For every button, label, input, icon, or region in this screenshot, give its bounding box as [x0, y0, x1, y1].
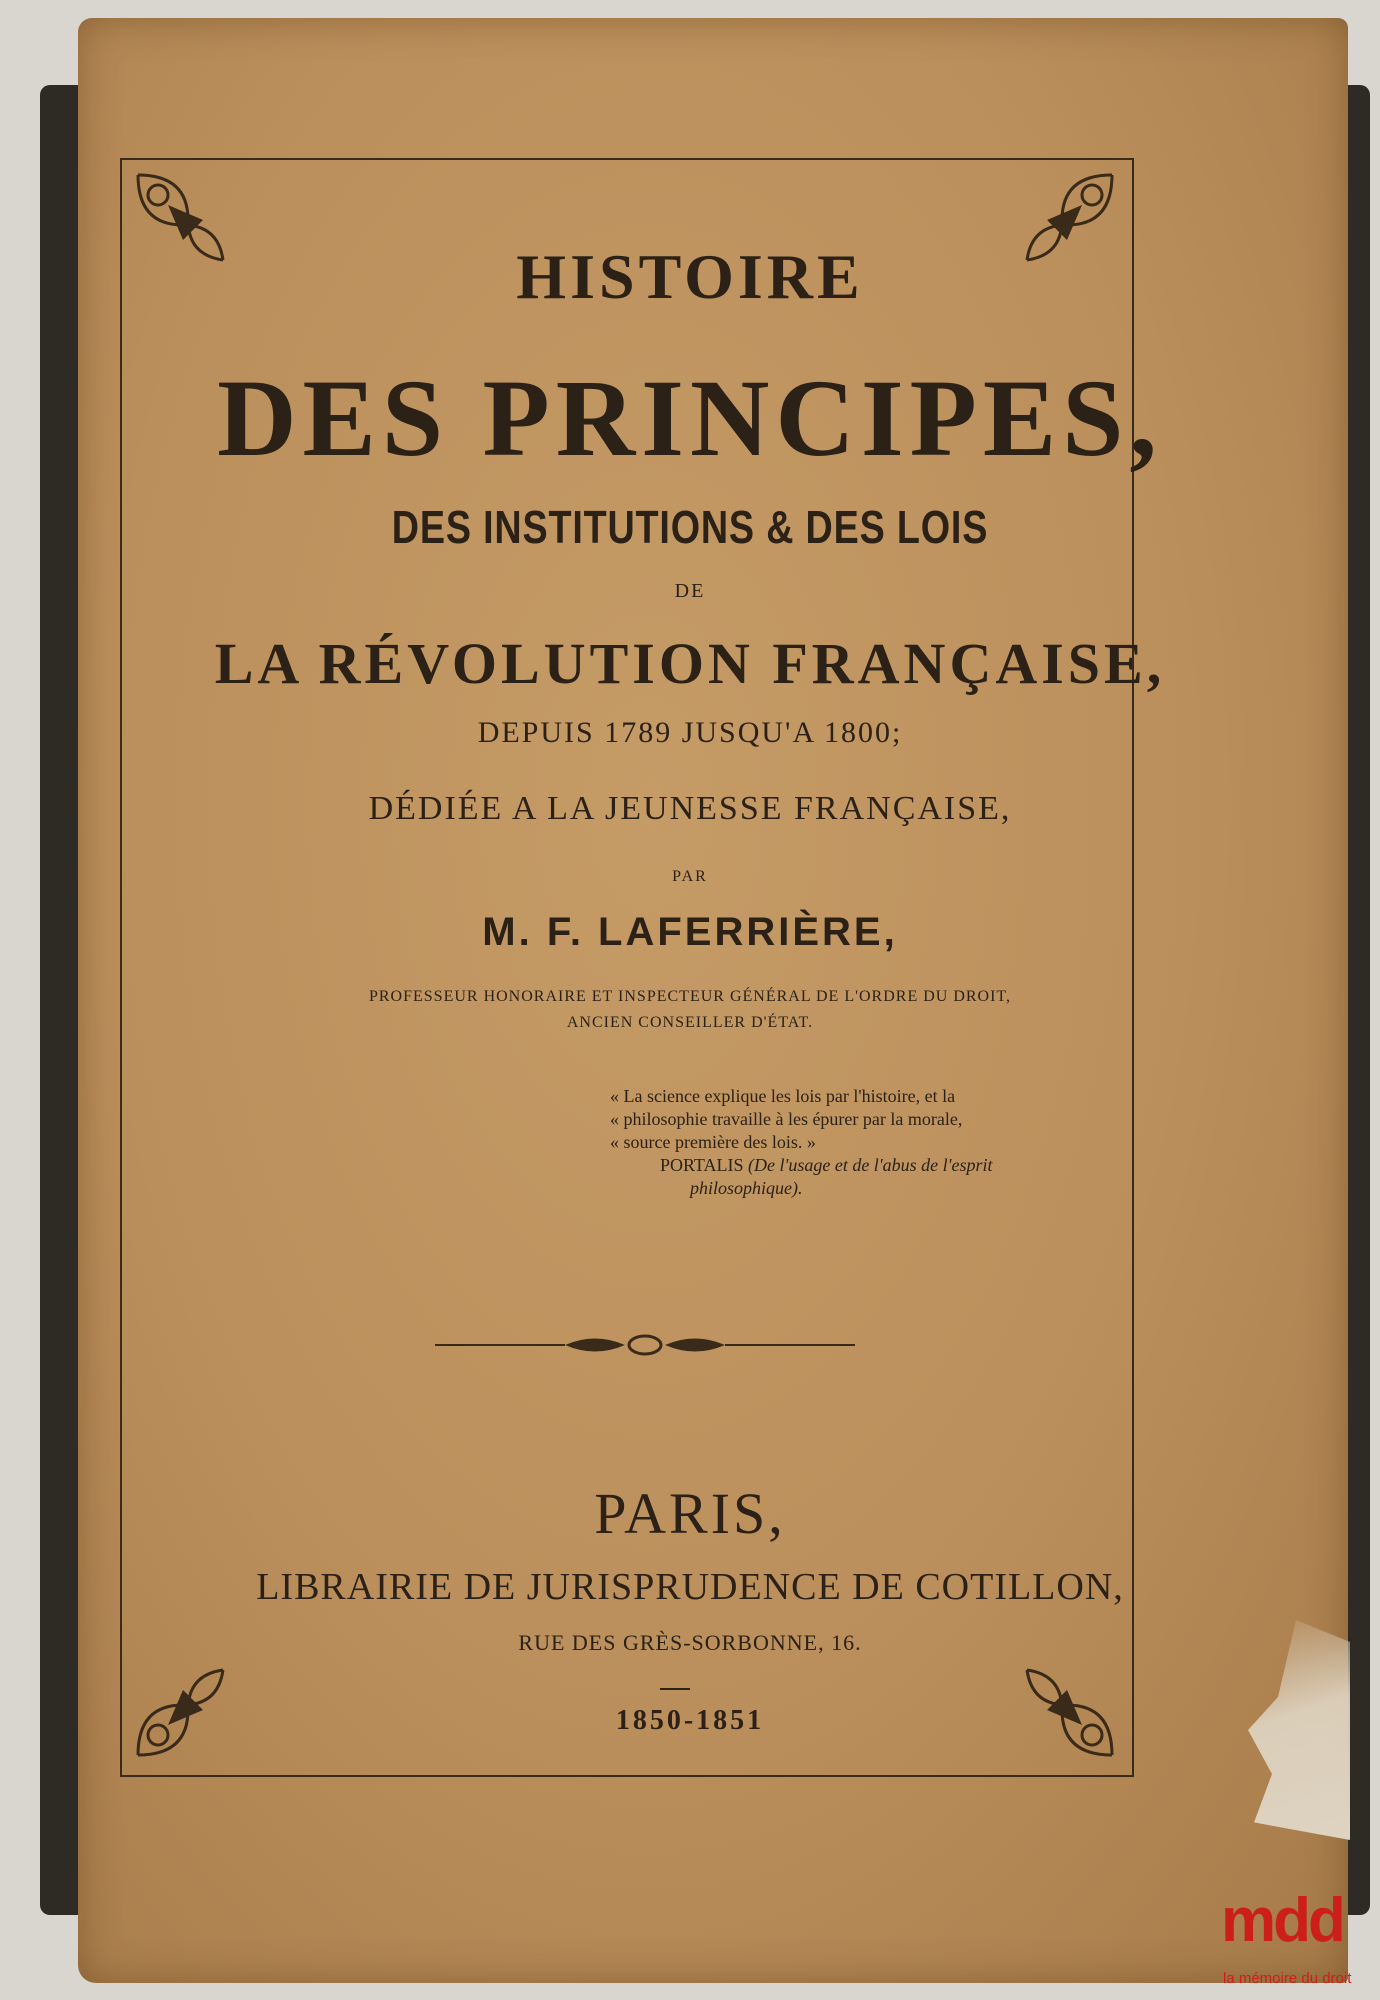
title-connector-de: DE [674, 580, 706, 602]
epigraph-quote [610, 1085, 1080, 1200]
author-title-line1: PROFESSEUR HONORAIRE ET INSPECTEUR GÉNÉRAL DE L'ORDRE DU DROIT, [368, 988, 1012, 1005]
imprint-address: RUE DES GRÈS-SORBONNE, 16. [518, 1630, 862, 1655]
imprint-city: PARIS, [594, 1481, 786, 1546]
par-label: PAR [672, 868, 708, 885]
quote-author: PORTALIS [660, 1155, 744, 1175]
imprint-years: 1850-1851 [615, 1705, 765, 1736]
quote-line: « source première des lois. » [610, 1132, 816, 1152]
title-line-revolution: LA RÉVOLUTION FRANÇAISE, [214, 631, 1166, 696]
logo-mark: mdd [1221, 1886, 1343, 1955]
logo-caption: la mémoire du droit [1223, 1970, 1352, 1987]
ornamental-rule-icon [435, 1330, 855, 1360]
imprint-divider [660, 1688, 690, 1690]
quote-source: (De l'usage et de l'abus de l'esprit [748, 1155, 993, 1175]
quote-attribution [610, 1154, 1080, 1177]
imprint-publisher: LIBRAIRIE DE JURISPRUDENCE DE COTILLON, [256, 1566, 1124, 1608]
mdd-logo [1215, 1885, 1375, 1995]
title-line-histoire: HISTOIRE [516, 241, 864, 312]
author-title-line2: ANCIEN CONSEILLER D'ÉTAT. [566, 1014, 814, 1031]
quote-line: « philosophie travaille à les épurer par la morale, [610, 1109, 963, 1129]
title-dates: DEPUIS 1789 JUSQU'A 1800; [477, 716, 903, 749]
quote-line: « La science explique les lois par l'histoire, et la [610, 1086, 956, 1106]
title-line-institutions: DES INSTITUTIONS & DES LOIS [391, 501, 989, 553]
title-line-principes: DES PRINCIPES, [217, 357, 1163, 479]
author-name: M. F. LAFERRIÈRE, [482, 910, 898, 954]
quote-source-end: philosophique). [690, 1178, 803, 1198]
dedication: DÉDIÉE A LA JEUNESSE FRANÇAISE, [368, 790, 1012, 827]
